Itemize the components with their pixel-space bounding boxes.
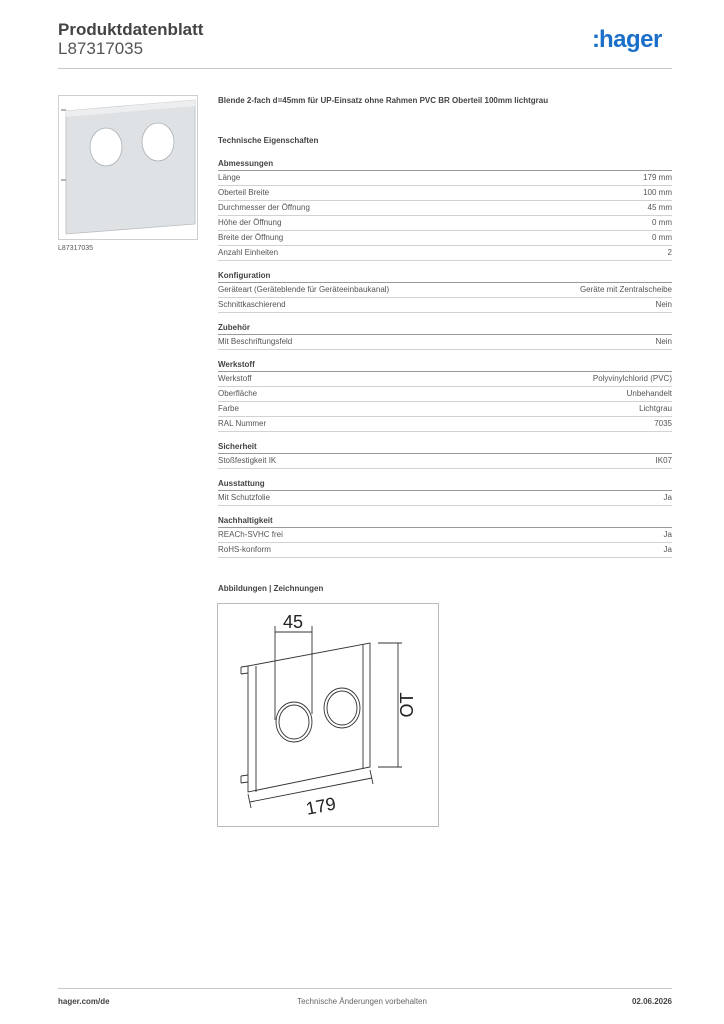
section-heading: Nachhaltigkeit [218, 515, 672, 528]
property-value: Nein [655, 300, 672, 309]
property-value: Geräte mit Zentralscheibe [579, 285, 672, 294]
property-label: RoHS-konform [218, 545, 271, 554]
logo-text: hager [599, 26, 662, 53]
property-label: Geräteart (Geräteblende für Geräteeinbaukanal) [218, 285, 390, 294]
property-row [218, 171, 672, 186]
product-details [218, 96, 672, 567]
section-werkstoff [218, 359, 672, 432]
technical-drawing [217, 603, 439, 827]
property-label: REACh-SVHC frei [218, 530, 283, 539]
thumbnail-caption: L87317035 [58, 245, 94, 252]
property-row [218, 528, 672, 543]
dim-height-label: OT [397, 692, 417, 718]
page-title: Produktdatenblatt [58, 20, 204, 39]
property-value: 7035 [654, 419, 672, 428]
property-label: Breite der Öffnung [218, 233, 284, 242]
property-label: Werkstoff [218, 374, 252, 383]
property-row [218, 201, 672, 216]
property-label: Länge [218, 173, 241, 182]
property-value: Ja [663, 493, 672, 502]
section-abmessungen [218, 158, 672, 261]
property-row [218, 387, 672, 402]
property-row [218, 491, 672, 506]
property-value: 0 mm [652, 233, 672, 242]
product-id: L87317035 [58, 39, 144, 58]
section-konfiguration [218, 270, 672, 313]
property-label: Mit Schutzfolie [218, 493, 271, 502]
drawings-heading: Abbildungen | Zeichnungen [218, 584, 324, 593]
property-row [218, 543, 672, 558]
property-label: Schnittkaschierend [218, 300, 286, 309]
product-image [59, 96, 197, 239]
product-thumbnail [58, 95, 198, 240]
tech-properties-heading: Technische Eigenschaften [218, 136, 319, 145]
property-value: 2 [667, 248, 672, 257]
property-label: Anzahl Einheiten [218, 248, 279, 257]
footer-date: 02.06.2026 [631, 997, 672, 1006]
section-heading: Abmessungen [218, 158, 672, 171]
product-description: Blende 2-fach d=45mm für UP-Einsatz ohne Rahmen PVC BR Oberteil 100mm lichtgrau [218, 96, 549, 105]
property-label: Farbe [218, 404, 239, 413]
property-value: Polyvinylchlorid (PVC) [592, 374, 672, 383]
property-row [218, 454, 672, 469]
logo-colon-icon: : [592, 26, 598, 53]
dimension-drawing [218, 604, 438, 826]
footer-divider [58, 988, 672, 989]
property-row [218, 283, 672, 298]
property-label: Stoßfestigkeit IK [218, 456, 277, 465]
section-ausstattung [218, 478, 672, 506]
property-value: IK07 [655, 456, 672, 465]
property-row [218, 417, 672, 432]
section-heading: Werkstoff [218, 359, 672, 372]
footer-notice: Technische Änderungen vorbehalten [297, 997, 427, 1006]
section-nachhaltigkeit [218, 515, 672, 558]
section-heading: Zubehör [218, 322, 672, 335]
property-row [218, 372, 672, 387]
property-row [218, 298, 672, 313]
section-heading: Sicherheit [218, 441, 672, 454]
property-row [218, 246, 672, 261]
property-label: RAL Nummer [218, 419, 267, 428]
property-row [218, 216, 672, 231]
property-label: Höhe der Öffnung [218, 218, 282, 227]
property-label: Oberfläche [218, 389, 258, 398]
property-value: Unbehandelt [626, 389, 672, 398]
property-row [218, 186, 672, 201]
dim-diameter-label: 45 [282, 612, 304, 632]
property-value: Ja [663, 530, 672, 539]
properties-sections [218, 158, 672, 558]
footer-website[interactable]: hager.com/de [58, 997, 110, 1006]
header-divider [58, 68, 672, 69]
property-value: 179 mm [643, 173, 672, 182]
property-value: 0 mm [652, 218, 672, 227]
property-value: Ja [663, 545, 672, 554]
property-label: Durchmesser der Öffnung [218, 203, 310, 212]
property-row [218, 231, 672, 246]
section-heading: Konfiguration [218, 270, 672, 283]
property-value: Lichtgrau [639, 404, 672, 413]
property-row [218, 335, 672, 350]
property-value: 100 mm [643, 188, 672, 197]
property-value: Nein [655, 337, 672, 346]
property-label: Mit Beschriftungsfeld [218, 337, 293, 346]
hager-logo [592, 26, 662, 54]
property-value: 45 mm [647, 203, 672, 212]
section-zubeh-r [218, 322, 672, 350]
dim-length-label: 179 [304, 793, 338, 819]
property-label: Oberteil Breite [218, 188, 270, 197]
section-heading: Ausstattung [218, 478, 672, 491]
property-row [218, 402, 672, 417]
section-sicherheit [218, 441, 672, 469]
